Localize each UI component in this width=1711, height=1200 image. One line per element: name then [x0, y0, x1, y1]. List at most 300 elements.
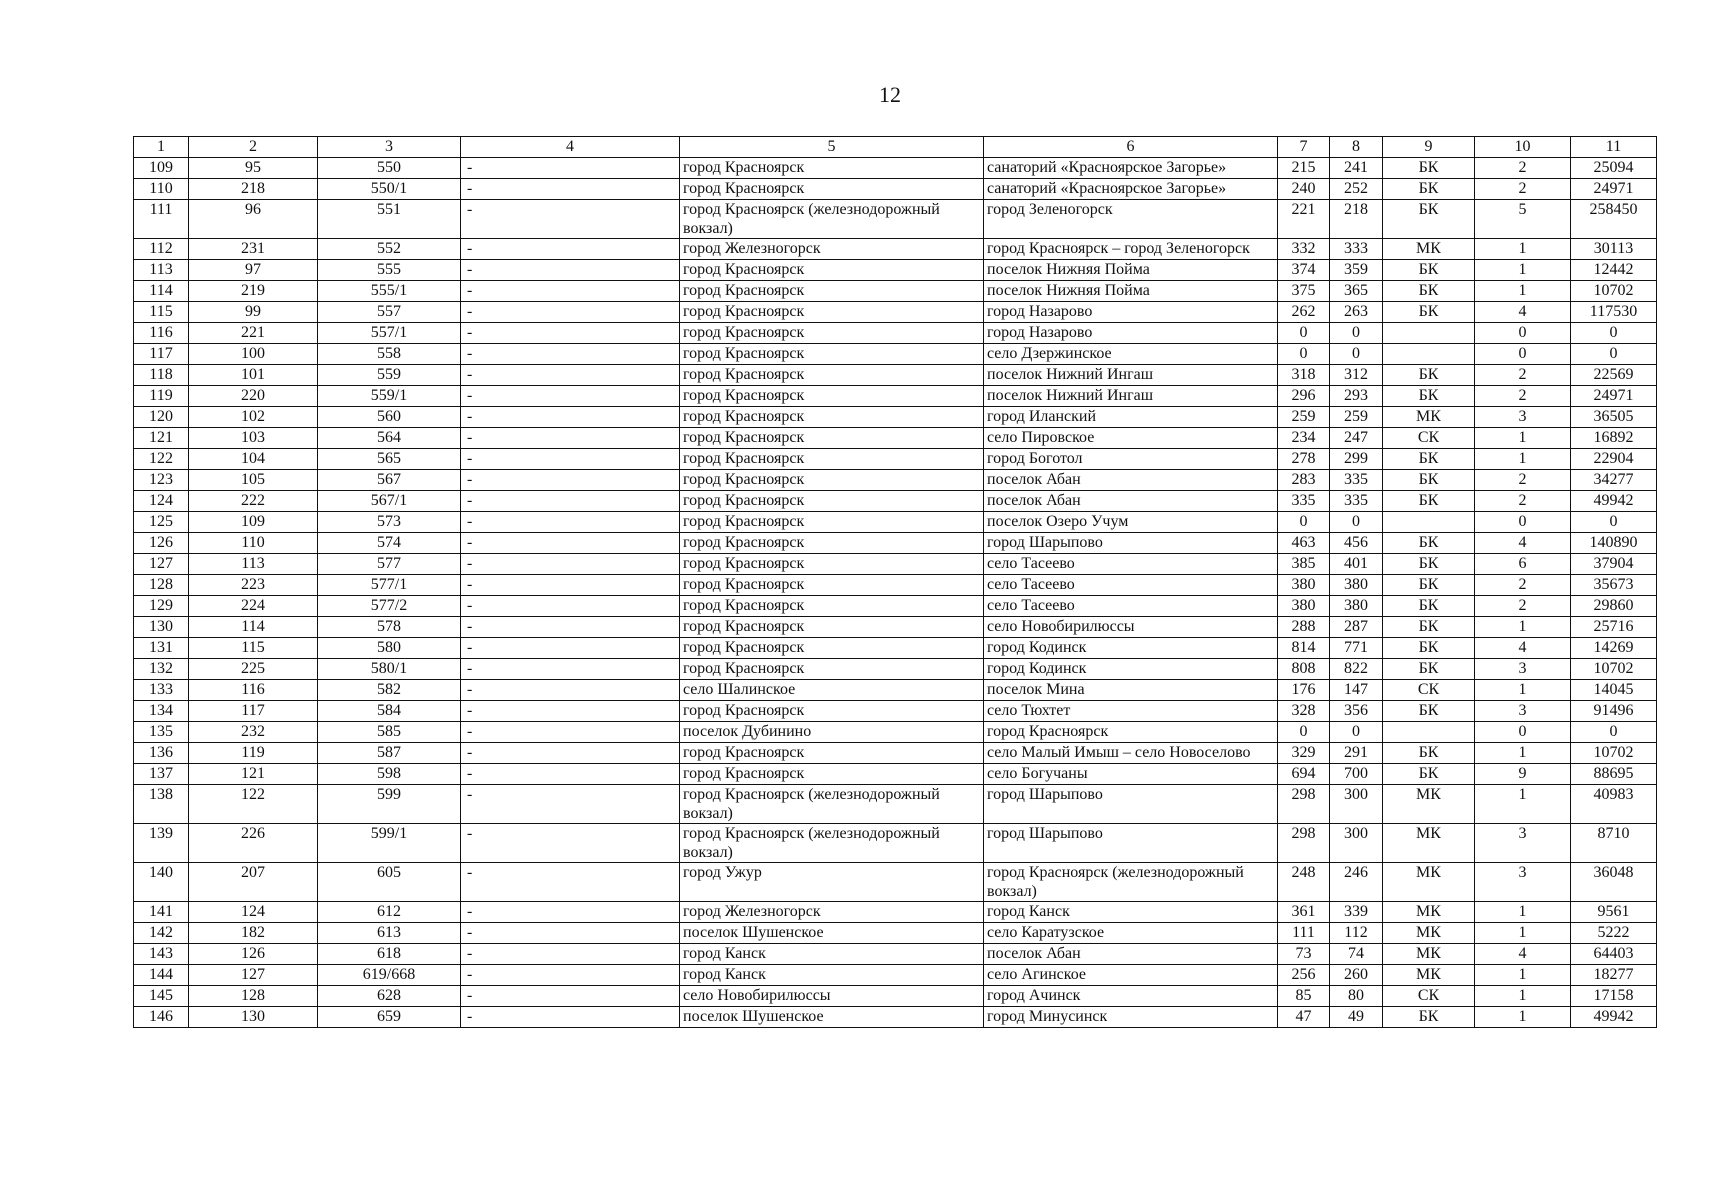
cell-annual-trips: 17158	[1571, 986, 1657, 1007]
cell-annual-trips: 35673	[1571, 575, 1657, 596]
cell-vehicle-count: 1	[1475, 281, 1571, 302]
cell-route-no: 587	[318, 743, 461, 764]
table-row	[134, 1007, 1657, 1028]
cell-length-forward: 374	[1278, 260, 1330, 281]
cell-vehicle-class: БК	[1383, 554, 1475, 575]
cell-vehicle-count: 6	[1475, 554, 1571, 575]
cell-vehicle-count: 9	[1475, 764, 1571, 785]
cell-start-point: город Красноярск	[680, 302, 984, 323]
cell-route-name: -	[461, 281, 680, 302]
table-row	[134, 824, 1657, 863]
cell-route-no: 555/1	[318, 281, 461, 302]
cell-start-point: город Красноярск	[680, 323, 984, 344]
cell-annual-trips: 91496	[1571, 701, 1657, 722]
cell-vehicle-count: 1	[1475, 785, 1571, 824]
cell-route-no: 580	[318, 638, 461, 659]
cell-annual-trips: 22904	[1571, 449, 1657, 470]
cell-route-no: 605	[318, 863, 461, 902]
cell-vehicle-count: 4	[1475, 302, 1571, 323]
cell-route-reg-no: 113	[189, 554, 318, 575]
cell-end-point: поселок Озеро Учум	[984, 512, 1278, 533]
cell-vehicle-class	[1383, 323, 1475, 344]
cell-annual-trips: 40983	[1571, 785, 1657, 824]
cell-vehicle-count: 1	[1475, 260, 1571, 281]
cell-route-name: -	[461, 407, 680, 428]
table-row	[134, 407, 1657, 428]
cell-annual-trips: 5222	[1571, 923, 1657, 944]
cell-length-back: 147	[1330, 680, 1383, 701]
cell-length-back: 112	[1330, 923, 1383, 944]
cell-start-point: город Красноярск	[680, 575, 984, 596]
cell-length-forward: 318	[1278, 365, 1330, 386]
cell-end-point: город Кодинск	[984, 659, 1278, 680]
cell-length-back: 771	[1330, 638, 1383, 659]
cell-route-reg-no: 97	[189, 260, 318, 281]
cell-length-back: 218	[1330, 200, 1383, 239]
cell-end-point: город Красноярск – город Зеленогорск	[984, 239, 1278, 260]
table-row	[134, 944, 1657, 965]
table-row	[134, 575, 1657, 596]
cell-start-point: город Красноярск	[680, 428, 984, 449]
cell-route-no: 559/1	[318, 386, 461, 407]
cell-route-reg-no: 126	[189, 944, 318, 965]
cell-start-point: город Железногорск	[680, 902, 984, 923]
cell-length-back: 380	[1330, 596, 1383, 617]
cell-start-point: город Красноярск	[680, 491, 984, 512]
cell-length-forward: 278	[1278, 449, 1330, 470]
cell-route-name: -	[461, 617, 680, 638]
col-header: 11	[1571, 137, 1657, 158]
table-row	[134, 764, 1657, 785]
cell-length-forward: 288	[1278, 617, 1330, 638]
cell-end-point: село Богучаны	[984, 764, 1278, 785]
cell-length-back: 49	[1330, 1007, 1383, 1028]
cell-route-no: 612	[318, 902, 461, 923]
cell-row-no: 121	[134, 428, 189, 449]
table-row	[134, 638, 1657, 659]
cell-length-back: 299	[1330, 449, 1383, 470]
cell-row-no: 136	[134, 743, 189, 764]
cell-length-back: 293	[1330, 386, 1383, 407]
cell-vehicle-count: 5	[1475, 200, 1571, 239]
cell-length-back: 260	[1330, 965, 1383, 986]
cell-vehicle-count: 3	[1475, 659, 1571, 680]
cell-end-point: село Агинское	[984, 965, 1278, 986]
cell-annual-trips: 10702	[1571, 659, 1657, 680]
cell-vehicle-count: 0	[1475, 344, 1571, 365]
table-row	[134, 554, 1657, 575]
cell-end-point: поселок Нижний Ингаш	[984, 386, 1278, 407]
cell-route-no: 578	[318, 617, 461, 638]
table-row	[134, 281, 1657, 302]
table-row	[134, 785, 1657, 824]
cell-start-point: город Красноярск	[680, 449, 984, 470]
cell-end-point: поселок Нижний Ингаш	[984, 365, 1278, 386]
cell-vehicle-class: БК	[1383, 1007, 1475, 1028]
cell-route-name: -	[461, 260, 680, 281]
cell-length-back: 287	[1330, 617, 1383, 638]
col-header: 3	[318, 137, 461, 158]
cell-end-point: поселок Абан	[984, 470, 1278, 491]
cell-vehicle-class: БК	[1383, 533, 1475, 554]
cell-annual-trips: 14045	[1571, 680, 1657, 701]
cell-row-no: 127	[134, 554, 189, 575]
cell-vehicle-class: БК	[1383, 158, 1475, 179]
cell-vehicle-class: БК	[1383, 596, 1475, 617]
cell-route-no: 598	[318, 764, 461, 785]
cell-length-back: 335	[1330, 491, 1383, 512]
cell-length-forward: 0	[1278, 722, 1330, 743]
col-header: 10	[1475, 137, 1571, 158]
cell-vehicle-count: 1	[1475, 986, 1571, 1007]
table-row	[134, 701, 1657, 722]
cell-start-point: город Красноярск	[680, 638, 984, 659]
cell-length-forward: 240	[1278, 179, 1330, 200]
cell-route-name: -	[461, 965, 680, 986]
cell-vehicle-count: 1	[1475, 239, 1571, 260]
col-header: 8	[1330, 137, 1383, 158]
cell-end-point: село Новобирилюссы	[984, 617, 1278, 638]
cell-route-name: -	[461, 902, 680, 923]
cell-start-point: город Красноярск	[680, 179, 984, 200]
cell-route-reg-no: 101	[189, 365, 318, 386]
cell-length-forward: 375	[1278, 281, 1330, 302]
cell-route-name: -	[461, 785, 680, 824]
cell-route-reg-no: 124	[189, 902, 318, 923]
cell-vehicle-count: 2	[1475, 491, 1571, 512]
cell-start-point: город Красноярск	[680, 554, 984, 575]
cell-route-reg-no: 182	[189, 923, 318, 944]
cell-route-name: -	[461, 680, 680, 701]
cell-route-no: 555	[318, 260, 461, 281]
cell-route-no: 599	[318, 785, 461, 824]
table-row	[134, 365, 1657, 386]
cell-length-back: 312	[1330, 365, 1383, 386]
cell-row-no: 122	[134, 449, 189, 470]
cell-start-point: город Ужур	[680, 863, 984, 902]
table-row	[134, 617, 1657, 638]
cell-vehicle-class: БК	[1383, 575, 1475, 596]
cell-annual-trips: 14269	[1571, 638, 1657, 659]
cell-vehicle-count: 1	[1475, 923, 1571, 944]
cell-annual-trips: 49942	[1571, 491, 1657, 512]
cell-length-forward: 0	[1278, 323, 1330, 344]
cell-length-forward: 385	[1278, 554, 1330, 575]
cell-route-no: 559	[318, 365, 461, 386]
cell-route-no: 550/1	[318, 179, 461, 200]
cell-end-point: село Каратузское	[984, 923, 1278, 944]
cell-vehicle-count: 1	[1475, 449, 1571, 470]
cell-end-point: город Красноярск	[984, 722, 1278, 743]
col-header: 4	[461, 137, 680, 158]
cell-route-reg-no: 130	[189, 1007, 318, 1028]
cell-start-point: город Красноярск	[680, 596, 984, 617]
cell-length-forward: 808	[1278, 659, 1330, 680]
cell-route-no: 551	[318, 200, 461, 239]
cell-annual-trips: 24971	[1571, 386, 1657, 407]
col-header: 9	[1383, 137, 1475, 158]
cell-route-no: 557/1	[318, 323, 461, 344]
cell-vehicle-class: БК	[1383, 764, 1475, 785]
cell-route-reg-no: 223	[189, 575, 318, 596]
cell-route-name: -	[461, 512, 680, 533]
cell-route-no: 552	[318, 239, 461, 260]
cell-row-no: 144	[134, 965, 189, 986]
cell-vehicle-class: МК	[1383, 407, 1475, 428]
cell-end-point: поселок Абан	[984, 944, 1278, 965]
cell-end-point: село Тюхтет	[984, 701, 1278, 722]
table-row	[134, 659, 1657, 680]
cell-route-name: -	[461, 638, 680, 659]
table-row	[134, 200, 1657, 239]
cell-end-point: город Канск	[984, 902, 1278, 923]
cell-route-reg-no: 96	[189, 200, 318, 239]
cell-route-name: -	[461, 722, 680, 743]
cell-route-no: 573	[318, 512, 461, 533]
cell-route-name: -	[461, 344, 680, 365]
cell-route-no: 582	[318, 680, 461, 701]
cell-route-no: 585	[318, 722, 461, 743]
cell-route-reg-no: 114	[189, 617, 318, 638]
cell-start-point: город Красноярск	[680, 281, 984, 302]
cell-length-forward: 215	[1278, 158, 1330, 179]
col-header: 6	[984, 137, 1278, 158]
cell-length-back: 291	[1330, 743, 1383, 764]
cell-route-reg-no: 221	[189, 323, 318, 344]
cell-annual-trips: 29860	[1571, 596, 1657, 617]
cell-route-no: 564	[318, 428, 461, 449]
cell-length-forward: 298	[1278, 785, 1330, 824]
cell-vehicle-class: МК	[1383, 824, 1475, 863]
cell-end-point: село Дзержинское	[984, 344, 1278, 365]
cell-row-no: 129	[134, 596, 189, 617]
cell-annual-trips: 34277	[1571, 470, 1657, 491]
cell-row-no: 143	[134, 944, 189, 965]
cell-route-reg-no: 127	[189, 965, 318, 986]
cell-end-point: поселок Нижняя Пойма	[984, 260, 1278, 281]
cell-vehicle-count: 1	[1475, 743, 1571, 764]
cell-route-reg-no: 117	[189, 701, 318, 722]
cell-route-no: 619/668	[318, 965, 461, 986]
cell-route-name: -	[461, 428, 680, 449]
cell-vehicle-count: 3	[1475, 824, 1571, 863]
table-row	[134, 743, 1657, 764]
cell-vehicle-count: 0	[1475, 512, 1571, 533]
cell-vehicle-count: 1	[1475, 617, 1571, 638]
cell-route-reg-no: 105	[189, 470, 318, 491]
cell-annual-trips: 9561	[1571, 902, 1657, 923]
cell-length-forward: 361	[1278, 902, 1330, 923]
cell-vehicle-count: 1	[1475, 680, 1571, 701]
cell-annual-trips: 258450	[1571, 200, 1657, 239]
table-row	[134, 386, 1657, 407]
cell-vehicle-class: БК	[1383, 701, 1475, 722]
cell-route-name: -	[461, 596, 680, 617]
cell-length-back: 700	[1330, 764, 1383, 785]
table-row	[134, 470, 1657, 491]
cell-route-reg-no: 226	[189, 824, 318, 863]
cell-end-point: город Шарыпово	[984, 824, 1278, 863]
cell-route-no: 580/1	[318, 659, 461, 680]
cell-row-no: 128	[134, 575, 189, 596]
cell-start-point: город Красноярск (железнодорожный вокзал)	[680, 824, 984, 863]
cell-row-no: 137	[134, 764, 189, 785]
cell-route-name: -	[461, 824, 680, 863]
cell-route-no: 577/1	[318, 575, 461, 596]
cell-vehicle-count: 2	[1475, 158, 1571, 179]
cell-end-point: санаторий «Красноярское Загорье»	[984, 158, 1278, 179]
cell-annual-trips: 0	[1571, 344, 1657, 365]
cell-vehicle-class: БК	[1383, 179, 1475, 200]
cell-length-forward: 234	[1278, 428, 1330, 449]
cell-annual-trips: 12442	[1571, 260, 1657, 281]
cell-length-forward: 259	[1278, 407, 1330, 428]
cell-length-forward: 694	[1278, 764, 1330, 785]
cell-length-forward: 0	[1278, 512, 1330, 533]
cell-vehicle-class: БК	[1383, 659, 1475, 680]
cell-route-name: -	[461, 533, 680, 554]
cell-start-point: город Красноярск	[680, 407, 984, 428]
cell-row-no: 141	[134, 902, 189, 923]
cell-start-point: село Шалинское	[680, 680, 984, 701]
cell-route-reg-no: 222	[189, 491, 318, 512]
cell-row-no: 139	[134, 824, 189, 863]
cell-annual-trips: 10702	[1571, 743, 1657, 764]
cell-row-no: 134	[134, 701, 189, 722]
cell-length-back: 456	[1330, 533, 1383, 554]
cell-length-back: 380	[1330, 575, 1383, 596]
cell-length-forward: 328	[1278, 701, 1330, 722]
cell-annual-trips: 25716	[1571, 617, 1657, 638]
cell-route-reg-no: 231	[189, 239, 318, 260]
cell-route-no: 613	[318, 923, 461, 944]
cell-vehicle-class: МК	[1383, 239, 1475, 260]
cell-route-no: 599/1	[318, 824, 461, 863]
cell-end-point: село Пировское	[984, 428, 1278, 449]
cell-end-point: город Иланский	[984, 407, 1278, 428]
cell-length-forward: 221	[1278, 200, 1330, 239]
cell-start-point: город Красноярск	[680, 158, 984, 179]
cell-vehicle-class: МК	[1383, 785, 1475, 824]
cell-route-reg-no: 109	[189, 512, 318, 533]
cell-vehicle-class: МК	[1383, 944, 1475, 965]
cell-vehicle-class: МК	[1383, 902, 1475, 923]
cell-route-name: -	[461, 470, 680, 491]
table-row	[134, 323, 1657, 344]
cell-length-forward: 262	[1278, 302, 1330, 323]
cell-vehicle-class: БК	[1383, 260, 1475, 281]
header-row	[134, 137, 1657, 158]
cell-route-reg-no: 219	[189, 281, 318, 302]
cell-route-no: 618	[318, 944, 461, 965]
cell-start-point: город Красноярск	[680, 659, 984, 680]
cell-route-reg-no: 220	[189, 386, 318, 407]
cell-annual-trips: 88695	[1571, 764, 1657, 785]
cell-annual-trips: 0	[1571, 512, 1657, 533]
cell-annual-trips: 24971	[1571, 179, 1657, 200]
cell-route-name: -	[461, 239, 680, 260]
cell-route-name: -	[461, 554, 680, 575]
cell-length-forward: 176	[1278, 680, 1330, 701]
cell-route-reg-no: 110	[189, 533, 318, 554]
cell-length-back: 0	[1330, 722, 1383, 743]
table-row	[134, 923, 1657, 944]
cell-route-reg-no: 102	[189, 407, 318, 428]
cell-start-point: город Красноярск	[680, 470, 984, 491]
cell-route-reg-no: 119	[189, 743, 318, 764]
cell-vehicle-class: БК	[1383, 638, 1475, 659]
cell-row-no: 119	[134, 386, 189, 407]
cell-row-no: 118	[134, 365, 189, 386]
table-row	[134, 449, 1657, 470]
cell-route-name: -	[461, 365, 680, 386]
table-row	[134, 260, 1657, 281]
cell-length-back: 822	[1330, 659, 1383, 680]
cell-length-back: 74	[1330, 944, 1383, 965]
cell-row-no: 116	[134, 323, 189, 344]
cell-row-no: 114	[134, 281, 189, 302]
cell-route-name: -	[461, 944, 680, 965]
cell-route-reg-no: 122	[189, 785, 318, 824]
cell-route-name: -	[461, 200, 680, 239]
cell-length-forward: 283	[1278, 470, 1330, 491]
cell-route-reg-no: 115	[189, 638, 318, 659]
cell-vehicle-class: БК	[1383, 365, 1475, 386]
table-row	[134, 986, 1657, 1007]
cell-annual-trips: 64403	[1571, 944, 1657, 965]
cell-length-back: 0	[1330, 323, 1383, 344]
col-header: 5	[680, 137, 984, 158]
cell-route-name: -	[461, 179, 680, 200]
cell-route-no: 567/1	[318, 491, 461, 512]
cell-length-forward: 47	[1278, 1007, 1330, 1028]
route-table	[133, 136, 1657, 1028]
cell-route-name: -	[461, 743, 680, 764]
cell-end-point: город Назарово	[984, 323, 1278, 344]
cell-end-point: город Шарыпово	[984, 785, 1278, 824]
cell-length-forward: 335	[1278, 491, 1330, 512]
table-row	[134, 680, 1657, 701]
cell-start-point: город Красноярск	[680, 764, 984, 785]
cell-route-name: -	[461, 302, 680, 323]
cell-row-no: 135	[134, 722, 189, 743]
cell-length-forward: 814	[1278, 638, 1330, 659]
cell-vehicle-class: СК	[1383, 986, 1475, 1007]
cell-route-reg-no: 218	[189, 179, 318, 200]
table-row	[134, 965, 1657, 986]
cell-vehicle-class: БК	[1383, 491, 1475, 512]
cell-vehicle-class: БК	[1383, 743, 1475, 764]
cell-row-no: 131	[134, 638, 189, 659]
cell-start-point: город Красноярск	[680, 344, 984, 365]
table-row	[134, 863, 1657, 902]
cell-row-no: 132	[134, 659, 189, 680]
cell-vehicle-class: БК	[1383, 449, 1475, 470]
cell-row-no: 120	[134, 407, 189, 428]
cell-length-back: 263	[1330, 302, 1383, 323]
cell-route-no: 577	[318, 554, 461, 575]
cell-annual-trips: 25094	[1571, 158, 1657, 179]
cell-length-forward: 0	[1278, 344, 1330, 365]
cell-vehicle-class: БК	[1383, 281, 1475, 302]
cell-annual-trips: 140890	[1571, 533, 1657, 554]
cell-route-reg-no: 104	[189, 449, 318, 470]
cell-length-back: 241	[1330, 158, 1383, 179]
cell-route-name: -	[461, 449, 680, 470]
cell-annual-trips: 30113	[1571, 239, 1657, 260]
cell-route-name: -	[461, 701, 680, 722]
cell-vehicle-count: 2	[1475, 386, 1571, 407]
